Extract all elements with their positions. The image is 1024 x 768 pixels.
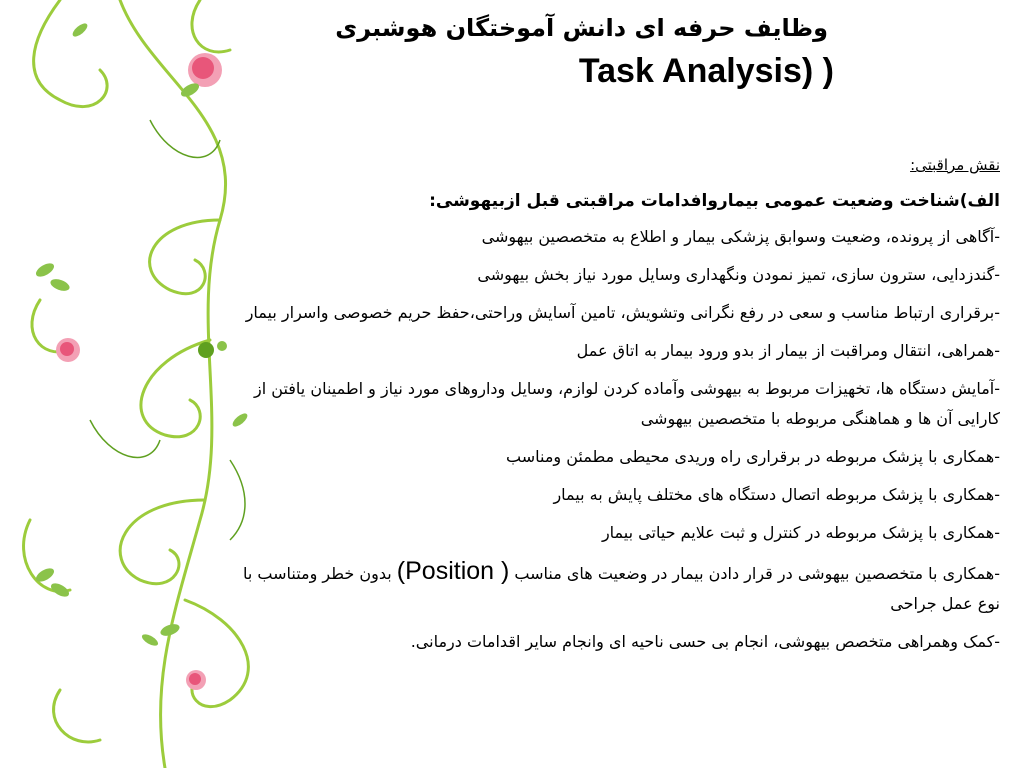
list-item: -برقراری ارتباط مناسب و سعی در رفع نگرانی وتشویش، تامین آسایش وراحتی،حفظ حریم خصوصی واسرار بیمار [245, 303, 1000, 322]
section-subheading: الف)شناخت وضعیت عمومی بیماروافدامات مراقبتی قبل ازبیهوشی: [429, 191, 1000, 211]
list-item: -همکاری با پزشک مربوطه در برقراری راه وریدی محیطی مطمئن ومناسب [506, 447, 1000, 466]
list-item: -آگاهی از پرونده، وضعیت وسوابق پزشکی بیمار و اطلاع به متخصصین بیهوشی [481, 227, 1000, 246]
slide-body [240, 150, 1000, 665]
slide-title: وظایف حرفه ای دانش آموختگان هوشبری [335, 14, 828, 42]
position-term: ( Position) [396, 557, 510, 585]
slide-subtitle: Task Analysis) ) [578, 52, 834, 90]
list-item: -آمایش دستگاه ها، تخهیزات مربوط به بیهوشی وآماده کردن لوازم، وسایل وداروهای مورد نیاز و اطمینان یافتن از کارایی آن ها و هماهنگی مربوطه با متخصصین بیهوشی [254, 379, 1000, 428]
position-item-text: -همکاری با متخصصین بیهوشی در قرار دادن بیمار در وضعیت های مناسب [509, 564, 1000, 583]
list-item: -همراهی، انتقال ومراقبت از بیمار از بدو ورود بیمار به اتاق عمل [576, 341, 1000, 360]
section-label: نقش مراقبتی: [910, 156, 1000, 174]
list-item-position [240, 556, 1000, 619]
list-item: -همکاری با پزشک مربوطه اتصال دستگاه های مختلف پایش به بیمار [553, 485, 1000, 504]
rose-bud-icon [179, 53, 222, 99]
list-item: -همکاری با پزشک مربوطه در کنترل و ثبت علایم حیاتی بیمار [601, 523, 1000, 542]
list-item-last: -کمک وهمراهی متخصص بیهوشی، انجام بی حسی ناحیه ای وانجام سایر اقدامات درمانی. [410, 632, 1000, 651]
position-item-tail: بدون خطر ومتناسب با نوع عمل جراحی [242, 564, 1000, 613]
list-item: -گندزدایی، سترون سازی، تمیز نمودن ونگهداری وسایل مورد نیاز بخش بیهوشی [477, 265, 1000, 284]
